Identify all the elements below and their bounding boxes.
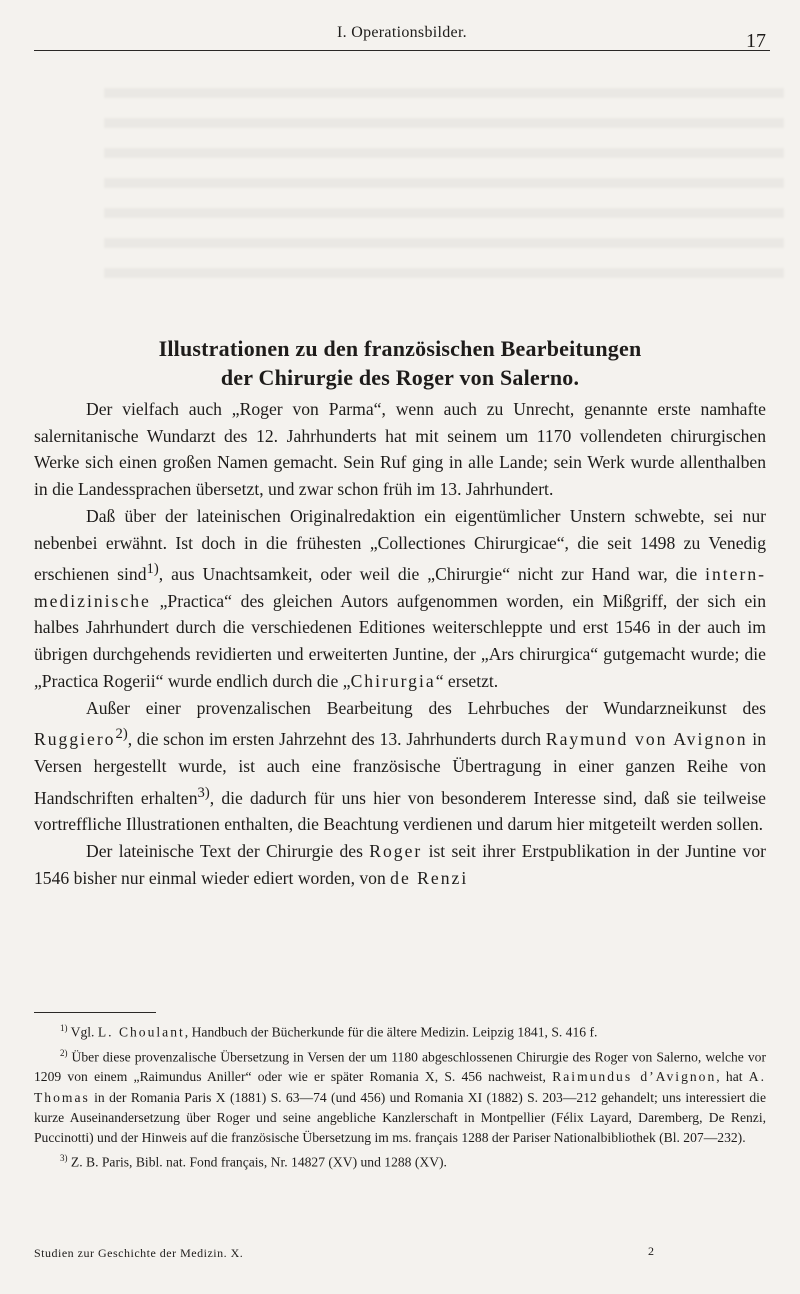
footnote-ref-3: 3) [197,784,210,801]
footnote-2-text-a: Über diese provenzalische Übersetzung in Versen der um 1180 abgeschlossenen Chirurgie des Roger von Salerno, welche vor 1209 von einem „Raimundus Aniller“ oder wie er später Romania X, S. 456 nachweist, [34,1049,766,1085]
paragraph-3-text-b: , die schon im ersten Jahrzehnt des 13. Jahrhunderts durch [127,729,546,750]
paragraph-4 [34,838,766,891]
footnote-1-text-b: , Handbuch der Bücherkunde für die ältere Medizin. Leipzig 1841, S. 416 f. [184,1024,598,1040]
body-text [34,396,766,891]
paragraph-2 [34,503,766,695]
footnote-1-text-a: Vgl. [67,1024,98,1040]
footnote-ref-1: 1) [146,561,159,578]
paragraph-3-text-c: in Versen hergestellt wurde, ist auch eine französische Übertragung in einer ganzen Reihe von Handschriften erhalten [34,729,766,808]
footnote-3-text: Z. B. Paris, Bibl. nat. Fond français, Nr. 14827 (XV) und 1288 (XV). [67,1154,447,1170]
section-title-line-2: der Chirurgie des Roger von Salerno. [220,365,580,390]
running-header [34,22,770,51]
spaced-name-choulant: L. Choulant [97,1024,185,1040]
footnote-2-mark: 2) [60,1047,68,1058]
footnote-2-text-b: , hat [716,1069,749,1085]
paragraph-2-text-a: Daß über der lateinischen Originalredaktion ein eigentümlicher Unstern schwebte, sei nur nebenbei erwähnt. Ist doch in die frühesten „Collectiones Chirurgicae“, die seit 1498 zu Venedig erschienen sind [34,505,766,585]
footnote-3-mark: 3) [60,1153,68,1164]
spaced-name-raimundus: Raimundus d’Avignon [552,1069,717,1085]
paragraph-1-text: Der vielfach auch „Roger von Parma“, wenn auch zu Unrecht, genannte erste namhafte salernitanische Wundarzt des 12. Jahrhunderts hat mit seinem um 1170 vollendeten chirurgischen Werke sich einen großen Namen gemacht. Sein Ruf ging in alle Lande; sein Werk wurde allenthalben in die Landessprachen übersetzt, und zwar schon früh im 13. Jahrhundert. [34,399,766,500]
page-number: 17 [746,30,766,52]
paragraph-4-text-b: ist seit ihrer Erstpublikation in der Juntine vor 1546 bisher nur einmal wieder ediert worden, von [34,840,766,888]
paragraph-3-text-d: , die dadurch für uns hier von besonderem Interesse sind, daß sie teilweise vortreffliche Illustrationen enthalten, die Beachtung verdienen und darum hier mitgeteilt werden sollen. [34,787,766,835]
footnote-1-mark: 1) [60,1023,68,1033]
paragraph-2-text-c: „Practica“ des gleichen Autors aufgenommen worden, ein Mißgriff, der sich ein halbes Jahrhundert durch die verschiedenen Editiones weiterschleppte und erst 1546 in der auch im übrigen durchgehends revidierten und erweiterten Juntine, der „Ars chirurgica“ gutgemacht wurde; die „Practica Rogerii“ wurde endlich durch die „ [34,590,766,691]
sheet-signature: Studien zur Geschichte der Medizin. X. [34,1246,244,1260]
spaced-term-chirurgia: Chirurgia [350,670,436,691]
footnote-ref-2: 2) [115,726,128,743]
paragraph-4-text-a: Der lateinische Text der Chirurgie des [86,840,370,861]
paragraph-3-text-a: Außer einer provenzalischen Bearbeitung des Lehrbuches der Wundarzneikunst des [86,697,766,718]
footnote-rule [34,1012,156,1013]
spaced-name-ruggiero: Ruggiero [34,729,116,750]
footnote-2-text-c: in der Romania Paris X (1881) S. 63—74 (und 456) und Romania XI (1882) S. 203—212 gehandelt; uns interessiert die kurze Auseinandersetzung über Roger und seine angebliche Kanzlerschaft in Montpellier (Félix Layard, Daremberg, De Renzi, Puccinotti) und der Hinweis auf die französische Übersetzung im ms. français 1288 der Pariser Nationalbibliothek (Bl. 207—232). [34,1089,766,1146]
spaced-term-intern-medizinische: intern-medizinische [34,564,766,611]
footnote-2 [34,1043,766,1149]
bleed-through-shadow [104,68,784,298]
section-title [60,334,740,392]
footnote-3 [34,1148,766,1173]
section-title-line-1: Illustrationen zu den französischen Bearbeitungen [158,336,642,361]
spaced-name-raymund: Raymund von Avignon [545,729,748,750]
paragraph-2-text-b: , aus Unachtsamkeit, oder weil die „Chirurgie“ nicht zur Hand war, die [158,564,706,585]
footnotes [34,1018,766,1173]
paragraph-1 [34,396,766,503]
spaced-name-roger: Roger [369,840,423,861]
paragraph-3 [34,695,766,838]
spaced-name-de-renzi: de Renzi [390,867,469,888]
paragraph-2-text-d: “ ersetzt. [435,670,499,691]
spaced-name-thomas: A. Thomas [34,1069,766,1105]
footnote-1 [34,1018,766,1043]
sheet-number: 2 [648,1244,654,1258]
running-title: I. Operationsbilder. [337,24,467,41]
